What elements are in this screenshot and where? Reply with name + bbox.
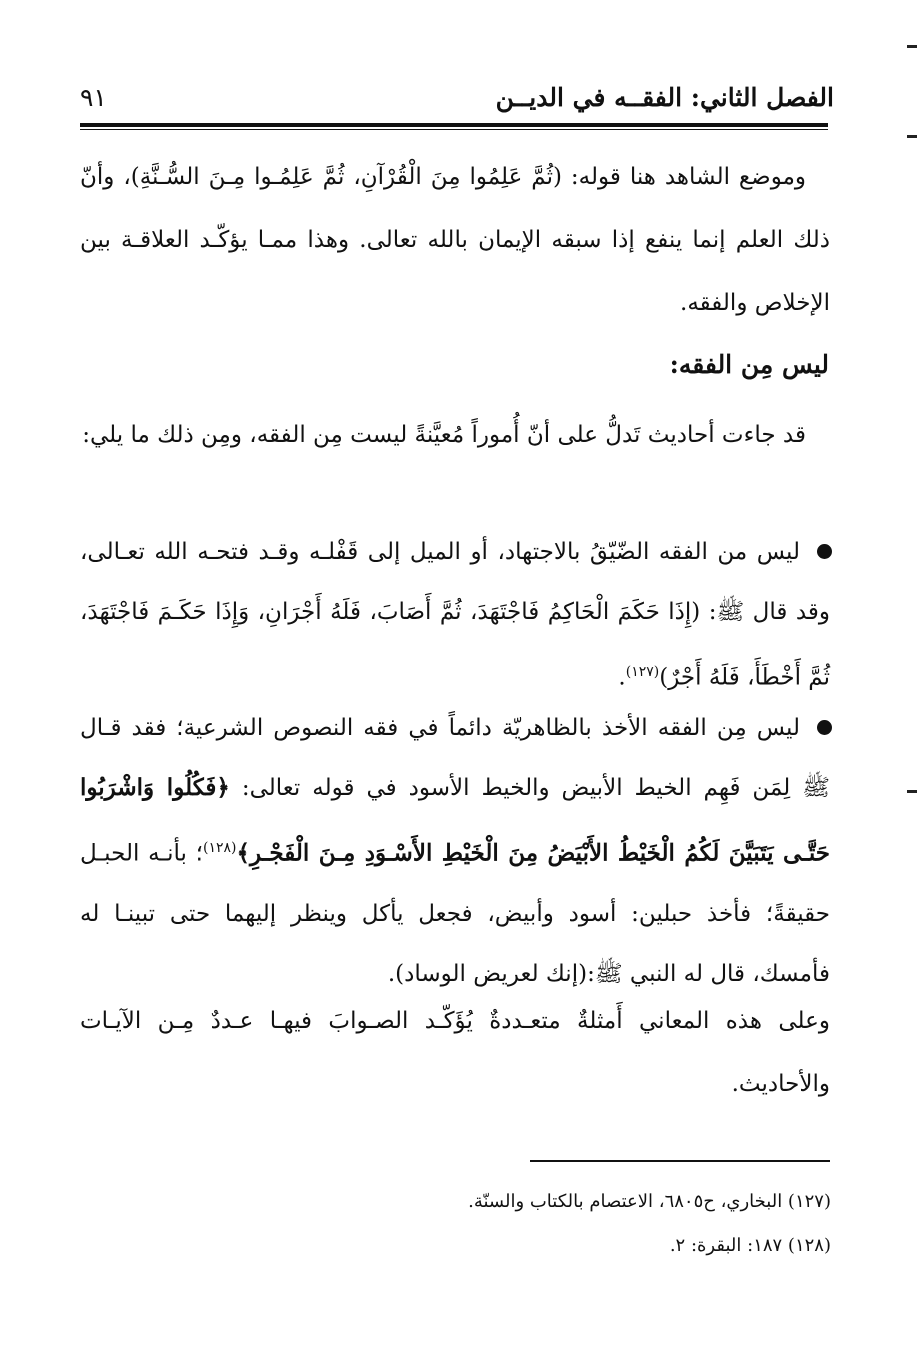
footnote-128: (١٢٨) ١٨٧: البقرة: ٢. — [669, 1235, 831, 1256]
paragraph-conclusion: وعلى هذه المعاني أَمثلةٌ متعـددةٌ يُؤَكّـد الصـوابَ فيهـا عـددٌ مِـن الآيـات والأحاديث. — [80, 1008, 830, 1097]
header-rule-thin — [80, 129, 828, 130]
chapter-title: الفصل الثاني: الفقــه في الديــن — [495, 83, 834, 112]
section-heading: ليس مِن الفقه: — [669, 350, 829, 379]
scan-mark — [907, 135, 917, 138]
footnotes — [468, 1180, 831, 1268]
scan-mark — [907, 790, 917, 793]
header-rule-thick — [80, 123, 828, 127]
footnote-ref: (١٢٨) — [203, 840, 237, 856]
bullet-item-ijtihad — [80, 522, 830, 708]
page-number: ٩١ — [80, 83, 107, 112]
bullet-end: . — [618, 664, 626, 691]
bullet-dot-icon — [817, 544, 832, 559]
footnote-127: (١٢٧) البخاري، ح٦٨٠٥، الاعتصام بالكتاب والسنّة. — [468, 1191, 831, 1212]
bullet-dot-icon — [817, 720, 832, 735]
scan-mark — [907, 45, 917, 48]
paragraph-evidence: وموضع الشاهد هنا قوله: (ثُمَّ عَلِمُوا مِنَ الْقُرْآنِ، ثُمَّ عَلِمُـوا مِـنَ السُّـنَّةِ)، وأنّ ذلك العلم إنما ينفع إذا سبقه الإيمان بالله تعالى. وهذا ممـا يؤكّـد العلاقـة بين الإخلاص والفقه. — [80, 164, 830, 316]
footnote-ref: (١٢٧) — [625, 664, 660, 680]
footnote-separator — [530, 1160, 830, 1162]
bullet-body-cont: ؛ بأنـه الحبـل حقيقةً؛ فأخذ حبلين: أسود وأبيض، فجعل يأكل وينظر إليهما حتى تبينـا له فأمسك، قال له النبي ﷺ:(إنك لعريض الوساد). — [80, 840, 830, 987]
bullet-item-literalism — [80, 698, 830, 1004]
bullet-text — [80, 522, 830, 708]
bullet-body: ليس مِن الفقه الأخذ بالظاهريّة دائماً في فقه النصوص الشرعية؛ فقد قـال ﷺ لِمَن فَهِم الخيط الأبيض والخيط الأسود في قوله تعالى: — [80, 715, 831, 801]
paragraph-intro: قد جاءت أحاديث تَدلُّ على أنّ أُموراً مُعيَّنةً ليست مِن الفقه، ومِن ذلك ما يلي: — [82, 422, 806, 448]
bullet-text — [80, 698, 830, 1004]
page-header — [80, 78, 834, 122]
quran-verse: ﴿فَكُلُوا وَاشْرَبُوا حَتَّـى يَتَبَيَّنَ لَكُمُ الْخَيْطُ الأَبْيَضُ مِنَ الْخَيْطِ الأَسْـوَدِ مِـنَ الْفَجْـرِ﴾ — [80, 774, 831, 867]
bullet-body: ليس من الفقه الضّيّقُ بالاجتهاد، أو الميل إلى قَفْلـه وقـد فتحـه الله تعـالى، وقد قال ﷺ: (إِذَا حَكَمَ الْحَاكِمُ فَاجْتَهَدَ، ثُمَّ أَصَابَ، فَلَهُ أَجْرَانِ، وَإِذَا حَكَـمَ فَاجْتَهَدَ، ثُمَّ أَخْطَأَ، فَلَهُ أَجْرٌ) — [80, 539, 830, 691]
